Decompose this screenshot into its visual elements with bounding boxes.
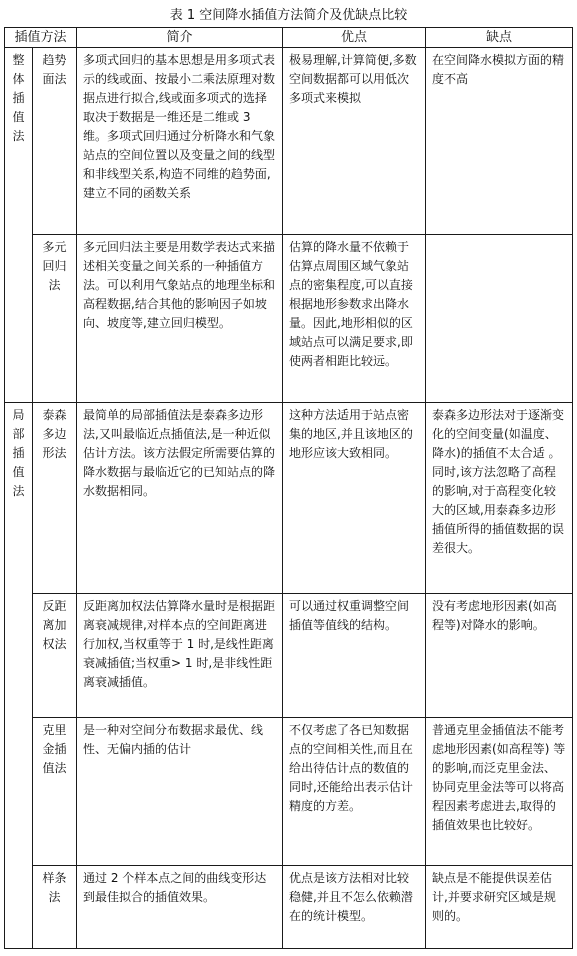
pros-cell: 可以通过权重调整空间插值等值线的结构。: [283, 594, 426, 718]
method-cell: 多元回归法: [33, 235, 77, 403]
pros-cell: 估算的降水量不依赖于估算点周围区域气象站点的密集程度,可以直接根据地形参数求出降水量。因此,地形相似的区域站点可以满足要求,即使两者相距比较远。: [283, 235, 426, 403]
table-row: [5, 48, 573, 235]
intro-cell: 多项式回归的基本思想是用多项式表示的线或面、按最小二乘法原理对数据点进行拟合,线或面多项式的选择取决于数据是一维还是二维或 3 维。多项式回归通过分析降水和气象站点的空间位置以及变量之间的线型和非线型关系,构造不同维的趋势面,建立不同的函数关系: [77, 48, 283, 235]
pros-cell: 不仅考虑了各已知数据点的空间相关性,而且在给出待估计点的数值的同时,还能给出表示估计精度的方差。: [283, 718, 426, 866]
cons-cell: 在空间降水模拟方面的精度不高: [426, 48, 573, 235]
method-cell: 反距离加权法: [33, 594, 77, 718]
intro-cell: 最简单的局部插值法是泰森多边形法,又叫最临近点插值法,是一种近似估计方法。该方法假定所需要估算的降水数据与最临近它的已知站点的降水数据相同。: [77, 403, 283, 594]
header-method: 插值方法: [5, 28, 77, 48]
cons-cell: 缺点是不能提供误差估计,并要求研究区域是规则的。: [426, 866, 573, 949]
cons-cell: 没有考虑地形因素(如高程等)对降水的影响。: [426, 594, 573, 718]
cons-cell: 普通克里金插值法不能考虑地形因素(如高程等) 等的影响,而泛克里金法、协同克里金法等可以将高程因素考虑进去,取得的插值效果也比较好。: [426, 718, 573, 866]
table-row: [5, 866, 573, 949]
method-cell: 样条法: [33, 866, 77, 949]
method-cell: 泰森多边形法: [33, 403, 77, 594]
table-row: [5, 235, 573, 403]
header-cons: 缺点: [426, 28, 573, 48]
pros-cell: 极易理解,计算简便,多数空间数据都可以用低次多项式来模拟: [283, 48, 426, 235]
method-cell: 克里金插值法: [33, 718, 77, 866]
intro-cell: 通过 2 个样本点之间的曲线变形达到最佳拟合的插值效果。: [77, 866, 283, 949]
table-caption: 表 1 空间降水插值方法简介及优缺点比较: [169, 8, 408, 23]
header-row: [5, 28, 573, 48]
method-cell: 趋势面法: [33, 48, 77, 235]
pros-cell: 这种方法适用于站点密集的地区,并且该地区的地形应该大致相同。: [283, 403, 426, 594]
intro-cell: 是一种对空间分布数据求最优、线性、无偏内插的估计: [77, 718, 283, 866]
header-intro: 简介: [77, 28, 283, 48]
pros-cell: 优点是该方法相对比较稳健,并且不怎么依赖潜在的统计模型。: [283, 866, 426, 949]
interpolation-methods-table: [4, 27, 573, 949]
group-local-cell: [5, 403, 33, 949]
table-row: [5, 594, 573, 718]
group-global-label: 整体插值法: [12, 53, 25, 143]
table-row: [5, 403, 573, 594]
group-local-label: 局部插值法: [12, 408, 25, 498]
intro-cell: 反距离加权法估算降水量时是根据距离衰减规律,对样本点的空间距离进行加权,当权重等于 1 时,是线性距离衰减插值;当权重> 1 时,是非线性距离衰减插值。: [77, 594, 283, 718]
intro-cell: 多元回归法主要是用数学表达式来描述相关变量之间关系的一种插值方法。可以利用气象站点的地理坐标和高程数据,结合其他的影响因子如坡向、坡度等,建立回归模型。: [77, 235, 283, 403]
table-row: [5, 718, 573, 866]
cons-cell: [426, 235, 573, 403]
header-pros: 优点: [283, 28, 426, 48]
cons-cell: 泰森多边形法对于逐渐变化的空间变量(如温度、降水)的插值不太合适 。同时,该方法忽略了高程的影响,对于高程变化较大的区域,用泰森多边形插值所得的插值数据的误差很大。: [426, 403, 573, 594]
group-global-cell: [5, 48, 33, 403]
